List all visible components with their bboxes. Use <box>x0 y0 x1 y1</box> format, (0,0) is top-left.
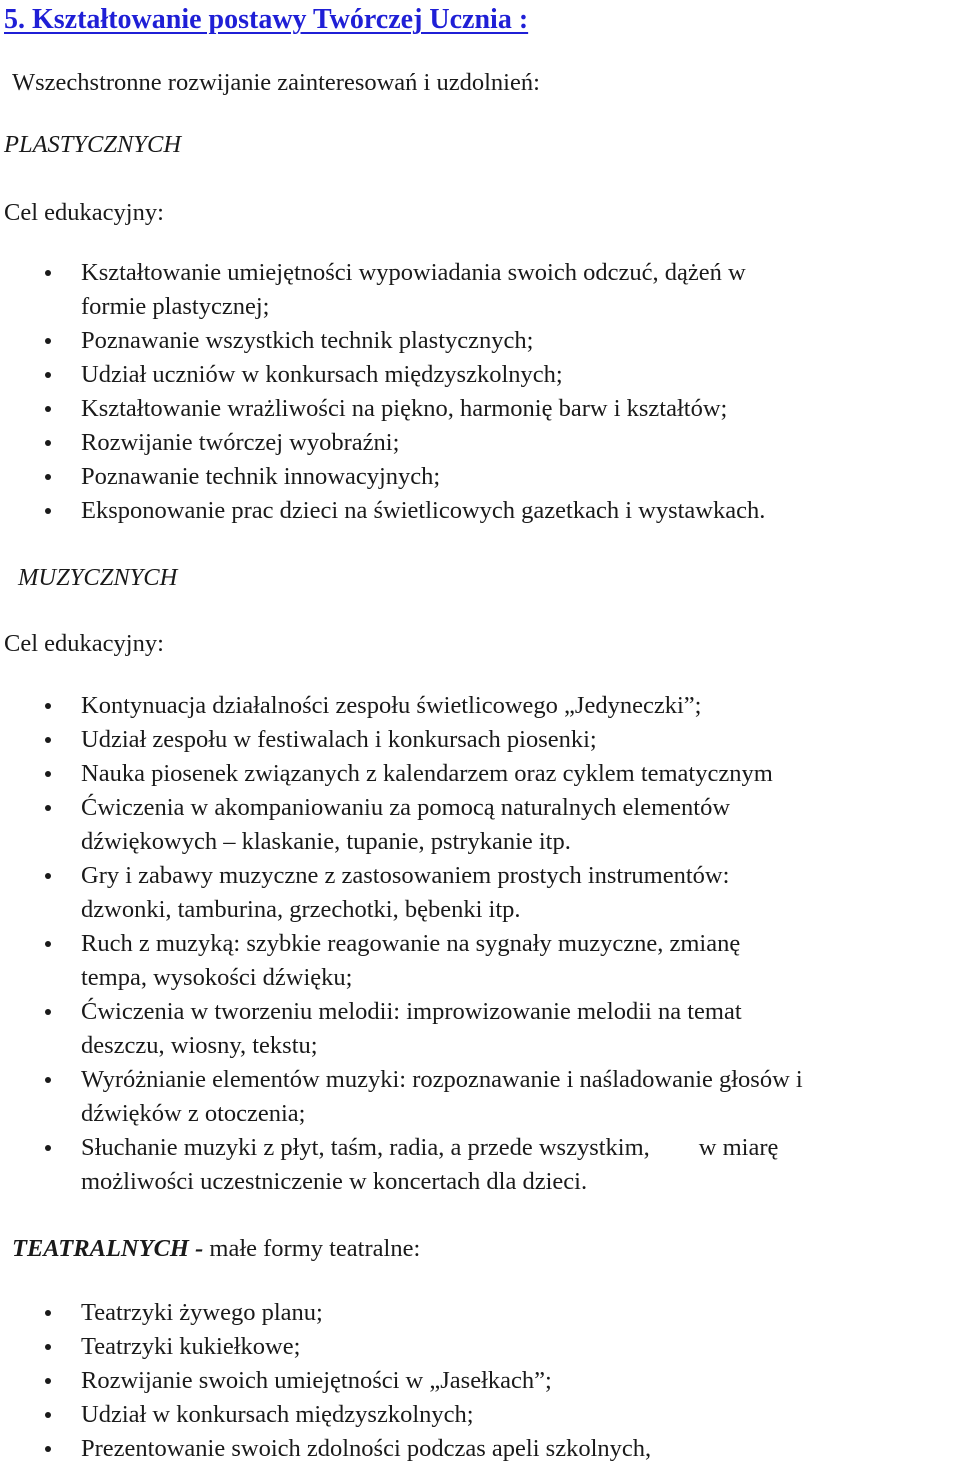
bullet-icon <box>45 805 51 811</box>
bullet-icon <box>45 372 51 378</box>
bullet-icon <box>45 1077 51 1083</box>
list-item <box>0 723 960 757</box>
list-item-text: Gry i zabawy muzyczne z zastosowaniem prostych instrumentów: <box>81 862 730 889</box>
section-title-plastyczne: PLASTYCZNYCH <box>4 131 182 158</box>
bullet-icon <box>45 703 51 709</box>
goal-label-plastyczne: Cel edukacyjny: <box>4 199 164 226</box>
list-item-text: deszczu, wiosny, tekstu; <box>81 1032 318 1059</box>
list-item-text: Teatrzyki kukiełkowe; <box>81 1333 301 1360</box>
list-item <box>0 1296 960 1330</box>
bullet-icon <box>45 1310 51 1316</box>
bullet-icon <box>45 338 51 344</box>
list-item-text: Poznawanie technik innowacyjnych; <box>81 463 441 490</box>
list-item-text: dźwiękowych – klaskanie, tupanie, pstrykanie itp. <box>81 828 571 855</box>
bullet-icon <box>45 873 51 879</box>
list-item <box>0 689 960 723</box>
list-item <box>0 859 960 927</box>
list-item <box>0 1063 960 1131</box>
list-item <box>0 995 960 1063</box>
list-item-text: Udział w konkursach międzyszkolnych; <box>81 1401 474 1428</box>
list-item-text: Kontynuacja działalności zespołu świetlicowego „Jedyneczki”; <box>81 692 702 719</box>
list-item <box>0 494 960 528</box>
list-item-text: tempa, wysokości dźwięku; <box>81 964 353 991</box>
list-item <box>0 1398 960 1432</box>
bullet-icon <box>45 474 51 480</box>
list-item-text: Udział uczniów w konkursach międzyszkolnych; <box>81 361 563 388</box>
list-item-text: Prezentowanie swoich zdolności podczas apeli szkolnych, <box>81 1435 652 1462</box>
list-item <box>0 256 960 324</box>
section-title-teatralne <box>12 1232 420 1266</box>
list-item <box>0 1364 960 1398</box>
list-item-text: Rozwijanie twórczej wyobraźni; <box>81 429 400 456</box>
bullet-icon <box>45 1412 51 1418</box>
bullet-icon <box>45 1446 51 1452</box>
list-item-text: Słuchanie muzyki z płyt, taśm, radia, a przede wszystkim, w miarę <box>81 1134 779 1161</box>
goal-label-muzyczne: Cel edukacyjny: <box>4 630 164 657</box>
list-teatralne <box>0 1296 960 1466</box>
list-item <box>0 1131 960 1199</box>
bullet-icon <box>45 1344 51 1350</box>
bullet-icon <box>45 771 51 777</box>
bullet-icon <box>45 1009 51 1015</box>
list-item <box>0 1432 960 1466</box>
section-heading: 5. Kształtowanie postawy Twórczej Ucznia : <box>4 4 529 35</box>
list-item-text: Kształtowanie wrażliwości na piękno, harmonię barw i kształtów; <box>81 395 728 422</box>
list-item-text: Ruch z muzyką: szybkie reagowanie na sygnały muzyczne, zmianę <box>81 930 741 957</box>
list-item-text: Udział zespołu w festiwalach i konkursach piosenki; <box>81 726 597 753</box>
list-item-text: Nauka piosenek związanych z kalendarzem oraz cyklem tematycznym <box>81 760 773 787</box>
section-title-muzyczne: MUZYCZNYCH <box>18 564 178 591</box>
list-item-text: Eksponowanie prac dzieci na świetlicowych gazetkach i wystawkach. <box>81 497 766 524</box>
bullet-icon <box>45 440 51 446</box>
list-item <box>0 757 960 791</box>
list-item-text: Teatrzyki żywego planu; <box>81 1299 323 1326</box>
bullet-icon <box>45 1378 51 1384</box>
list-item-text: możliwości uczestniczenie w koncertach dla dzieci. <box>81 1168 588 1195</box>
bullet-icon <box>45 941 51 947</box>
intro-text: Wszechstronne rozwijanie zainteresowań i uzdolnień: <box>12 69 540 96</box>
bullet-icon <box>45 737 51 743</box>
section-subtitle-teatralne: małe formy teatralne: <box>203 1235 421 1262</box>
list-item-text: dźwięków z otoczenia; <box>81 1100 306 1127</box>
list-item-text: Ćwiczenia w tworzeniu melodii: improwizowanie melodii na temat <box>81 998 742 1025</box>
list-item-text: Kształtowanie umiejętności wypowiadania swoich odczuć, dążeń w <box>81 259 746 286</box>
list-item <box>0 927 960 995</box>
section-title-teatralne-bold: TEATRALNYCH - <box>12 1235 204 1262</box>
list-item <box>0 460 960 494</box>
list-plastyczne <box>0 256 960 528</box>
list-item <box>0 426 960 460</box>
list-item-text: formie plastycznej; <box>81 293 270 320</box>
list-item <box>0 358 960 392</box>
list-item <box>0 324 960 358</box>
list-item <box>0 392 960 426</box>
list-muzyczne <box>0 689 960 1199</box>
bullet-icon <box>45 406 51 412</box>
list-item <box>0 1330 960 1364</box>
bullet-icon <box>45 1145 51 1151</box>
list-item-text: dzwonki, tamburina, grzechotki, bębenki itp. <box>81 896 521 923</box>
bullet-icon <box>45 270 51 276</box>
list-item-text: Ćwiczenia w akompaniowaniu za pomocą naturalnych elementów <box>81 794 731 821</box>
list-item-text: Poznawanie wszystkich technik plastycznych; <box>81 327 534 354</box>
bullet-icon <box>45 508 51 514</box>
list-item <box>0 791 960 859</box>
list-item-text: Rozwijanie swoich umiejętności w „Jasełkach”; <box>81 1367 552 1394</box>
list-item-text: Wyróżnianie elementów muzyki: rozpoznawanie i naśladowanie głosów i <box>81 1066 803 1093</box>
